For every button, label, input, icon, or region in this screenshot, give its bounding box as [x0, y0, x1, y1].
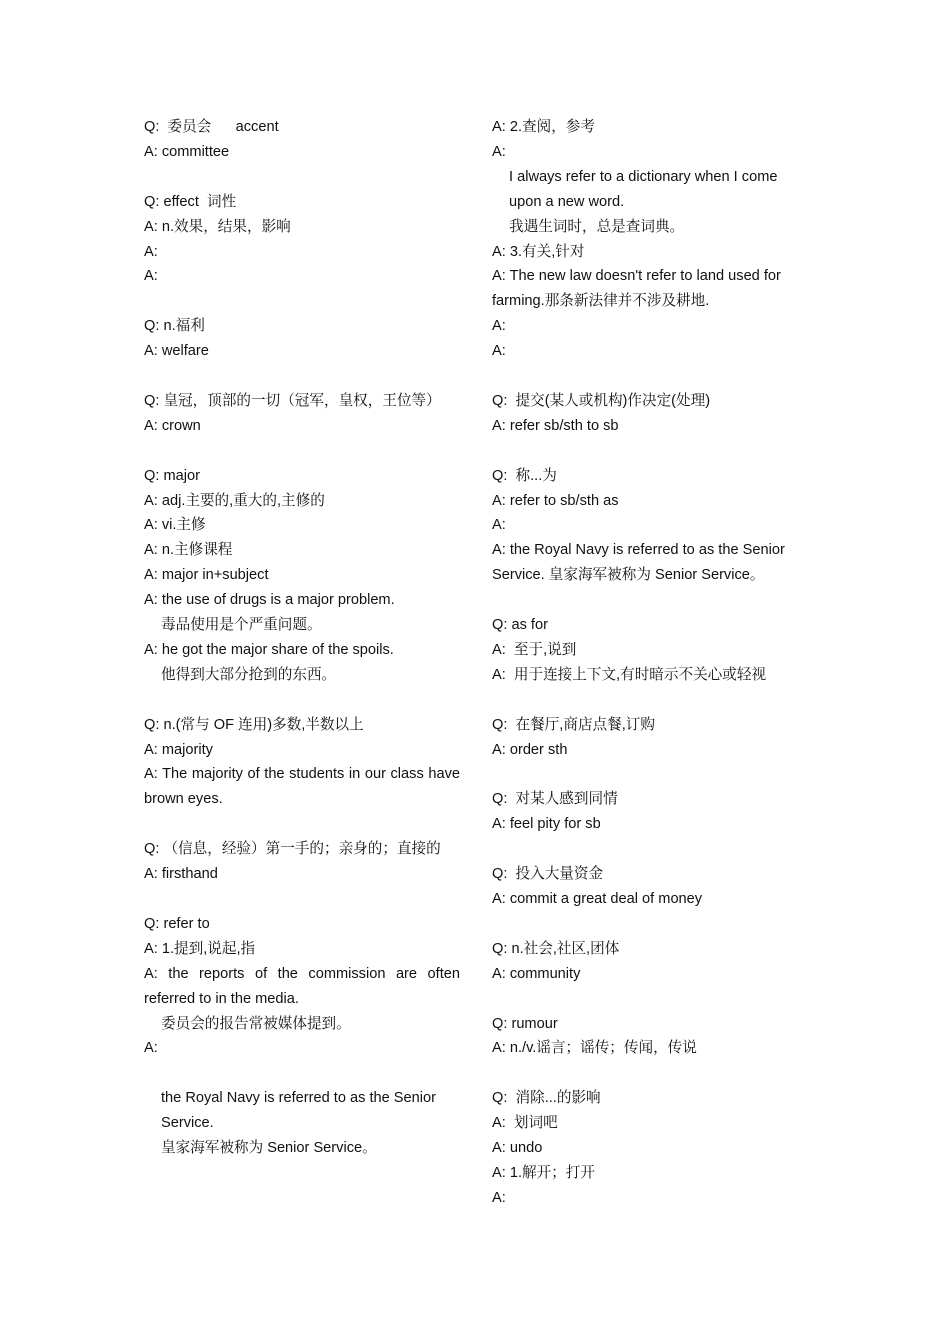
question-line: Q: refer to	[144, 915, 210, 932]
answer-line: A:	[492, 517, 506, 534]
question-line: Q: 提交(某人或机构)作决定(处理)	[492, 392, 711, 409]
example-line: 委员会的报告常被媒体提到。	[161, 1015, 351, 1032]
answer-line: A: the Royal Navy is referred to as the Senior Service. 皇家海军被称为 Senior Service。	[492, 542, 785, 584]
blank-line	[492, 987, 808, 1012]
answer-line: A: order sth	[492, 741, 568, 758]
blank-line	[492, 364, 808, 389]
blank-line	[492, 763, 808, 788]
answer-line: A:	[144, 268, 158, 285]
answer-line: A: refer to sb/sth as	[492, 492, 619, 509]
answer-line: A: the reports of the commission are often referred to in the media.	[144, 965, 460, 1007]
blank-line	[144, 812, 460, 837]
blank-line	[144, 1061, 460, 1086]
blank-line	[144, 887, 460, 912]
blank-line	[144, 165, 460, 190]
answer-line: A:	[492, 343, 506, 360]
answer-line: A: 2.查阅，参考	[492, 119, 595, 135]
example-line: 他得到大部分抢到的东西。	[161, 666, 337, 683]
question-line: Q: 皇冠，顶部的一切（冠军，皇权，王位等）	[144, 392, 441, 409]
question-line: Q: n.福利	[144, 318, 205, 335]
answer-line: A: 1.提到,说起,指	[144, 940, 256, 957]
question-line: Q: major	[144, 467, 200, 484]
answer-line: A:	[492, 318, 506, 335]
question-line: Q: 在餐厅,商店点餐,订购	[492, 716, 655, 733]
answer-line: A: community	[492, 965, 581, 982]
question-line: Q: 委员会 accent	[144, 119, 279, 135]
answer-line: A: 至于,说到	[492, 641, 577, 658]
question-line: Q: n.社会,社区,团体	[492, 940, 620, 957]
answer-line: A: The new law doesn't refer to land used for farming.那条新法律并不涉及耕地.	[492, 268, 781, 310]
blank-line	[492, 1061, 808, 1086]
question-line: Q: 消除...的影响	[492, 1090, 601, 1107]
answer-line: A: n.效果，结果，影响	[144, 218, 291, 235]
blank-line	[144, 364, 460, 389]
answer-line: A: undo	[492, 1140, 543, 1157]
answer-line: A:	[144, 243, 158, 260]
answer-line: A: commit a great deal of money	[492, 891, 703, 907]
blank-line	[492, 688, 808, 713]
answer-line: A: welfare	[144, 343, 209, 360]
question-line: Q: 对某人感到同情	[492, 791, 618, 808]
answer-line: A: refer sb/sth to sb	[492, 417, 619, 434]
example-line: 毒品使用是个严重问题。	[161, 617, 322, 634]
example-line: the Royal Navy is referred to as the Senior Service.	[161, 1090, 436, 1132]
blank-line	[144, 439, 460, 464]
question-line: Q: n.(常与 OF 连用)多数,半数以上	[144, 716, 364, 733]
answer-line: A: 用于连接上下文,有时暗示不关心或轻视	[492, 666, 767, 683]
answer-line: A: adj.主要的,重大的,主修的	[144, 492, 325, 509]
answer-line: A:	[144, 1040, 158, 1057]
answer-line: A: major in+subject	[144, 567, 269, 584]
question-line: Q: as for	[492, 617, 548, 634]
example-line: I always refer to a dictionary when I come upon a new word.	[509, 168, 778, 210]
blank-line	[492, 912, 808, 937]
answer-line: A: feel pity for sb	[492, 816, 601, 833]
answer-line: A: The majority of the students in our class have brown eyes.	[144, 766, 460, 808]
answer-line: A: 1.解开；打开	[492, 1164, 595, 1181]
answer-line: A: 3.有关,针对	[492, 243, 585, 260]
answer-line: A: n./v.谣言；谣传；传闻，传说	[492, 1040, 697, 1057]
blank-line	[144, 688, 460, 713]
answer-line: A:	[492, 143, 506, 160]
question-line: Q: effect 词性	[144, 193, 237, 210]
answer-line: A: vi.主修	[144, 517, 206, 534]
blank-line	[492, 588, 808, 613]
example-line: 皇家海军被称为 Senior Service。	[161, 1140, 377, 1157]
answer-line: A: crown	[144, 417, 201, 434]
right-column	[492, 115, 808, 1211]
blank-line	[492, 837, 808, 862]
question-line: Q: 称...为	[492, 467, 557, 484]
answer-line: A: the use of drugs is a major problem.	[144, 592, 395, 609]
blank-line	[492, 439, 808, 464]
answer-line: A: 划词吧	[492, 1115, 558, 1132]
left-column	[144, 115, 460, 1161]
answer-line: A: majority	[144, 741, 213, 758]
question-line: Q: （信息，经验）第一手的；亲身的；直接的	[144, 841, 441, 858]
example-line: 我遇生词时，总是查词典。	[509, 218, 685, 235]
question-line: Q: rumour	[492, 1015, 558, 1032]
question-line: Q: 投入大量资金	[492, 866, 604, 883]
answer-line: A: committee	[144, 143, 230, 160]
answer-line: A: n.主修课程	[144, 542, 233, 559]
blank-line	[144, 289, 460, 314]
answer-line: A:	[492, 1189, 506, 1206]
answer-line: A: he got the major share of the spoils.	[144, 641, 394, 658]
answer-line: A: firsthand	[144, 866, 218, 883]
